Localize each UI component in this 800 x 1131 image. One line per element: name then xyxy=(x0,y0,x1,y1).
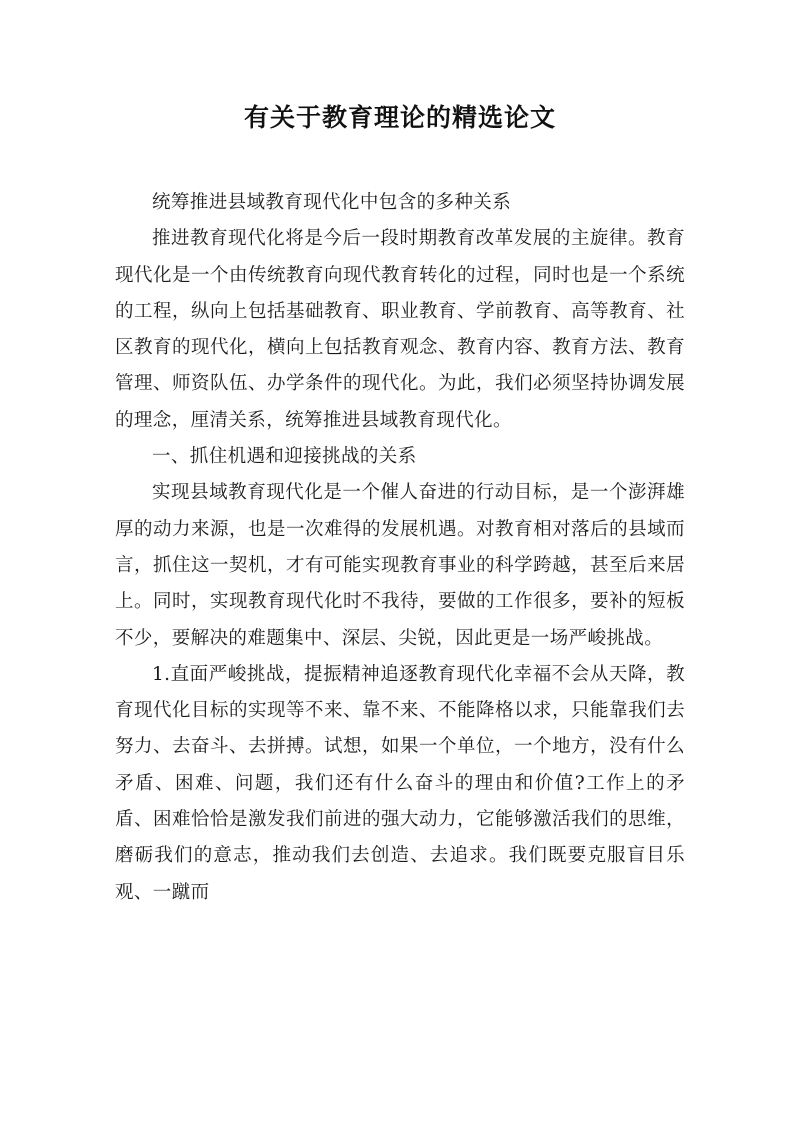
document-body xyxy=(115,185,685,911)
section-one-heading: 一、抓住机遇和迎接挑战的关系 xyxy=(152,446,417,468)
section-one-paragraph-2: 1.直面严峻挑战，提振精神追逐教育现代化幸福不会从天降，教育现代化目标的实现等不来、靠不来、不能降格以求，只能靠我们去努力、去奋斗、去拼搏。试想，如果一个单位，一个地方，没有什么矛盾、困难、问题，我们还有什么奋斗的理由和价值?工作上的矛盾、困难恰恰是激发我们前进的强大动力，它能够激活我们的思维，磨砺我们的意志，推动我们去创造、去追求。我们既要克服盲目乐观、一蹴而 xyxy=(115,663,685,903)
document-subtitle: 统筹推进县域教育现代化中包含的多种关系 xyxy=(152,192,512,213)
document-title: 有关于教育理论的精选论文 xyxy=(243,103,556,132)
section-one-paragraph-1: 实现县域教育现代化是一个催人奋进的行动目标，是一个澎湃雄厚的动力来源，也是一次难得的发展机遇。对教育相对落后的县域而言，抓住这一契机，才有可能实现教育事业的科学跨越，甚至后来居上。同时，实现教育现代化时不我待，要做的工作很多，要补的短板不少，要解决的难题集中、深层、尖锐，因此更是一场严峻挑战。 xyxy=(115,482,685,649)
intro-paragraph: 推进教育现代化将是今后一段时期教育改革发展的主旋律。教育现代化是一个由传统教育向现代教育转化的过程，同时也是一个系统的工程，纵向上包括基础教育、职业教育、学前教育、高等教育、社区教育的现代化，横向上包括教育观念、教育内容、教育方法、教育管理、师资队伍、办学条件的现代化。为此，我们必须坚持协调发展的理念，厘清关系，统筹推进县域教育现代化。 xyxy=(115,228,685,431)
